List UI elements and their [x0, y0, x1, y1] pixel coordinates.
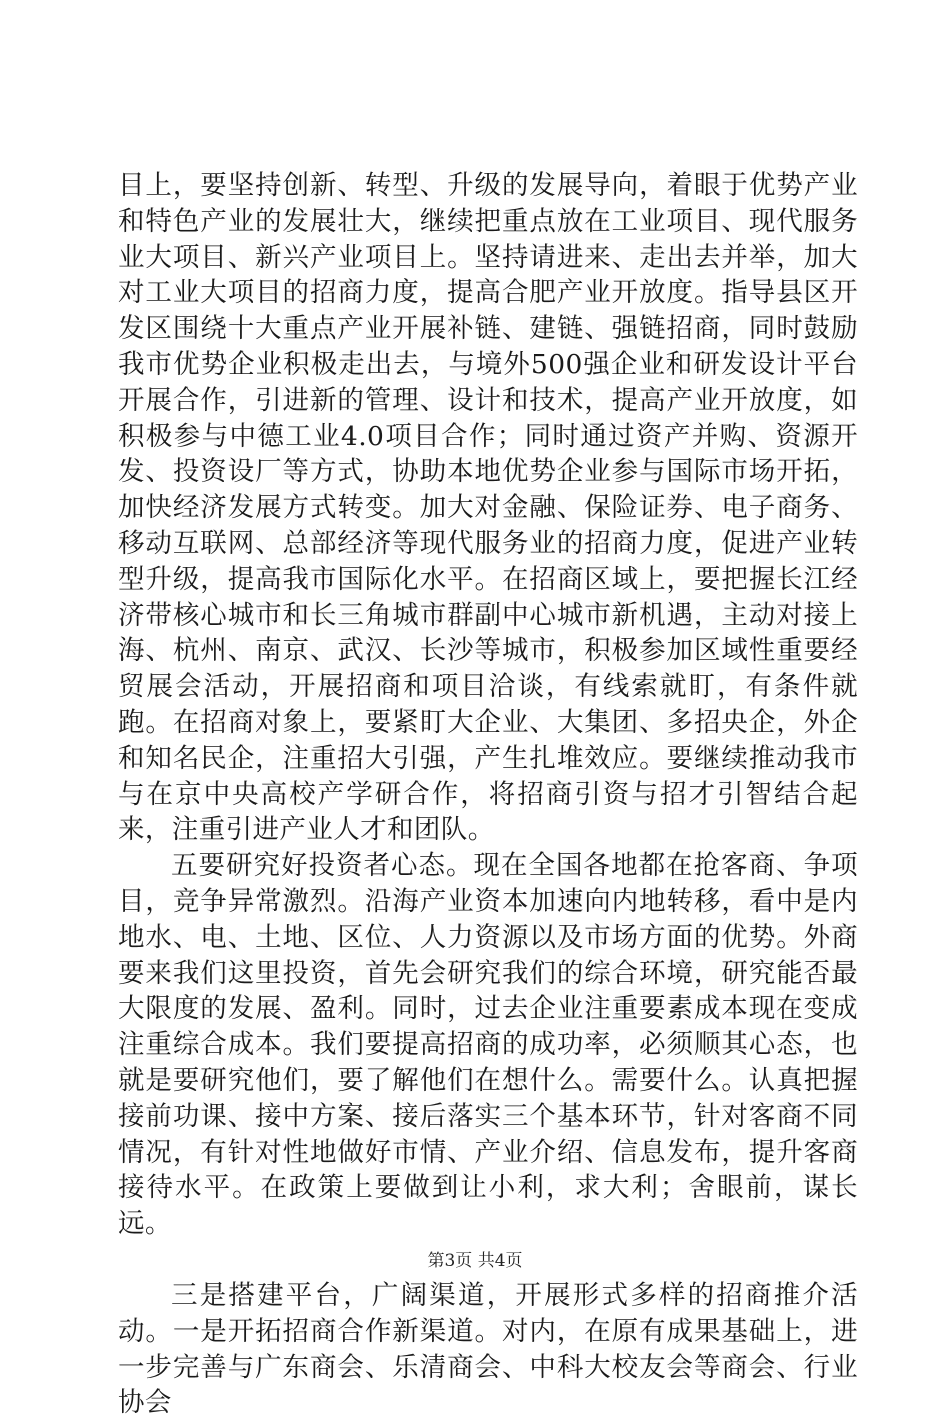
page-footer — [0, 1246, 950, 1271]
paragraph-2: 五要研究好投资者心态。现在全国各地都在抢客商、争项目，竞争异常激烈。沿海产业资本加速向内地转移，看中是内地水、电、土地、区位、人力资源以及市场方面的优势。外商要来我们这里投资，首先会研究我们的综合环境，研究能否最大限度的发展、盈利。同时，过去企业注重要素成本现在变成注重综合成本。我们要提高招商的成功率，必须顺其心态，也就是要研究他们，要了解他们在想什么。需要什么。认真把握接前功课、接中方案、接后落实三个基本环节，针对客商不同情况，有针对性地做好市情、产业介绍、信息发布，提升客商接待水平。在政策上要做到让小利，求大利；舍眼前，谋长远。 — [118, 850, 858, 1240]
paragraph-1: 目上，要坚持创新、转型、升级的发展导向，着眼于优势产业和特色产业的发展壮大，继续把重点放在工业项目、现代服务业大项目、新兴产业项目上。坚持请进来、走出去并举，加大对工业大项目的招商力度，提高合肥产业开放度。指导县区开发区围绕十大重点产业开展补链、建链、强链招商，同时鼓励我市优势企业积极走出去，与境外500强企业和研发设计平台开展合作，引进新的管理、设计和技术，提高产业开放度，如积极参与中德工业4.0项目合作；同时通过资产并购、资源开发、投资设厂等方式，协助本地优势企业参与国际市场开拓，加快经济发展方式转变。加大对金融、保险证券、电子商务、移动互联网、总部经济等现代服务业的招商力度，促进产业转型升级，提高我市国际化水平。在招商区域上，要把握长江经济带核心城市和长三角城市群副中心城市新机遇，主动对接上海、杭州、南京、武汉、长沙等城市，积极参加区域性重要经贸展会活动，开展招商和项目洽谈，有线索就盯，有条件就跑。在招商对象上，要紧盯大企业、大集团、多招央企，外企和知名民企，注重招大引强，产生扎堆效应。要继续推动我市与在京中央高校产学研合作，将招商引资与招才引智结合起来，注重引进产业人才和团队。 — [118, 170, 858, 846]
page-number-label: 第3页 共4页 — [427, 1251, 523, 1271]
paragraph-3: 三是搭建平台，广阔渠道，开展形式多样的招商推介活动。一是开拓招商合作新渠道。对内，在原有成果基础上，进一步完善与广东商会、乐清商会、中科大校友会等商会、行业协会 — [118, 1279, 858, 1419]
document-body — [118, 168, 858, 1421]
